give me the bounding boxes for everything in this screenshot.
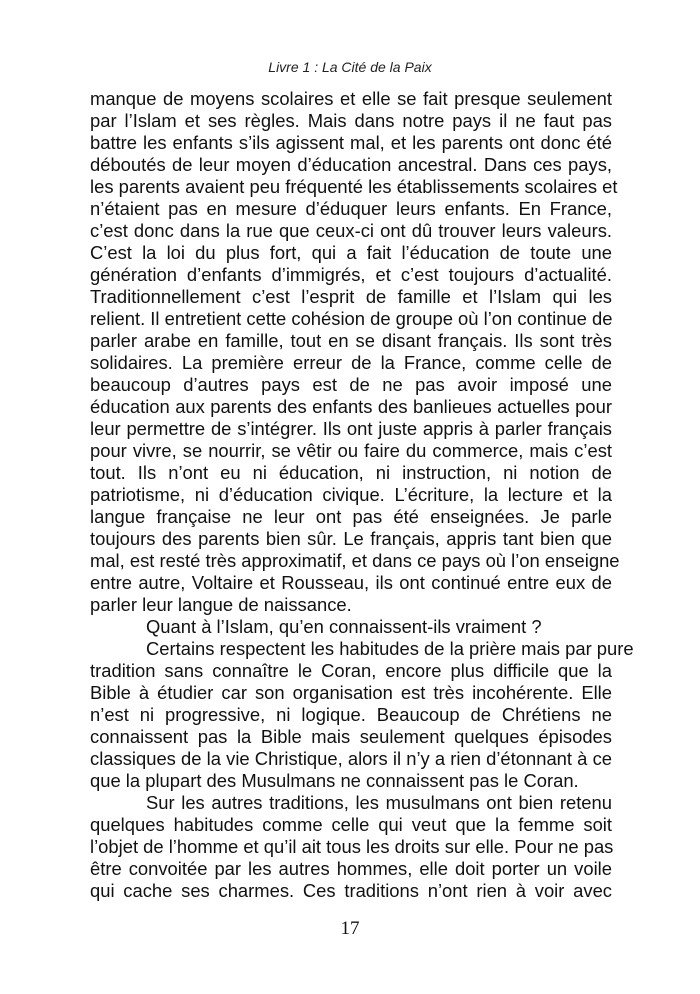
- text-line: quelques habitudes comme celle qui veut que la femme soit: [90, 814, 612, 835]
- text-line: manque de moyens scolaires et elle se fait presque seulement: [90, 88, 612, 109]
- text-line: parler leur langue de naissance.: [90, 594, 352, 615]
- text-line: éducation aux parents des enfants des banlieues actuelles pour: [90, 396, 612, 417]
- text-line: n’est ni progressive, ni logique. Beaucoup de Chrétiens ne: [90, 704, 612, 725]
- text-line: l’objet de l’homme et qu’il ait tous les droits sur elle. Pour ne pas: [90, 836, 614, 857]
- running-header: Livre 1 : La Cité de la Paix: [268, 59, 432, 75]
- text-line: Certains respectent les habitudes de la prière mais par pure: [146, 638, 634, 659]
- text-line: leur permettre de s’intégrer. Ils ont juste appris à parler français: [90, 418, 612, 439]
- text-line: génération d’enfants d’immigrés, et c’est toujours d’actualité.: [90, 264, 612, 285]
- text-line: que la plupart des Musulmans ne connaissent pas le Coran.: [90, 770, 579, 791]
- text-line: battre les enfants s’ils agissent mal, et les parents ont donc été: [90, 132, 612, 153]
- text-line: beaucoup d’autres pays est de ne pas avoir imposé une: [90, 374, 612, 395]
- text-line: toujours des parents bien sûr. Le français, appris tant bien que: [90, 528, 612, 549]
- text-line: pour vivre, se nourrir, se vêtir ou faire du commerce, mais c’est: [90, 440, 612, 461]
- text-line: qui cache ses charmes. Ces traditions n’ont rien à voir avec: [90, 880, 612, 901]
- text-line: tout. Ils n’ont eu ni éducation, ni instruction, ni notion de: [90, 462, 612, 483]
- text-line: tradition sans connaître le Coran, encore plus difficile que la: [90, 660, 612, 681]
- text-line: mal, est resté très approximatif, et dans ce pays où l’on enseigne: [90, 550, 620, 571]
- text-line: les parents avaient peu fréquenté les établissements scolaires et: [90, 176, 618, 197]
- text-line: C’est la loi du plus fort, qui a fait l’éducation de toute une: [90, 242, 612, 263]
- body-text: [90, 88, 634, 902]
- paragraph: [90, 792, 612, 902]
- paragraph: [90, 616, 612, 638]
- text-line: Traditionnellement c’est l’esprit de famille et l’Islam qui les: [90, 286, 612, 307]
- text-line: relient. Il entretient cette cohésion de groupe où l’on continue de: [90, 308, 613, 329]
- text-line: langue française ne leur ont pas été enseignées. Je parle: [90, 506, 612, 527]
- text-line: être convoitée par les autres hommes, elle doit porter un voile: [90, 858, 612, 879]
- text-line: parler arabe en famille, tout en se disant français. Ils sont très: [90, 330, 612, 351]
- text-line: déboutés de leur moyen d’éducation ancestral. Dans ces pays,: [90, 154, 612, 175]
- text-line: c’est donc dans la rue que ceux-ci ont dû trouver leurs valeurs.: [90, 220, 612, 241]
- text-line: n’étaient pas en mesure d’éduquer leurs enfants. En France,: [90, 198, 612, 219]
- text-line: Bible à étudier car son organisation est très incohérente. Elle: [90, 682, 612, 703]
- paragraph: [90, 638, 634, 792]
- text-line: Quant à l’Islam, qu’en connaissent-ils vraiment ?: [146, 616, 542, 637]
- text-line: connaissent pas la Bible mais seulement quelques épisodes: [90, 726, 612, 747]
- text-line: classiques de la vie Christique, alors il n’y a rien d’étonnant à ce: [90, 748, 612, 769]
- text-line: Sur les autres traditions, les musulmans ont bien retenu: [146, 792, 612, 813]
- text-line: solidaires. La première erreur de la France, comme celle de: [90, 352, 612, 373]
- paragraph: [90, 88, 620, 616]
- text-line: patriotisme, ni d’éducation civique. L’écriture, la lecture et la: [90, 484, 612, 505]
- page-number: 17: [340, 918, 360, 939]
- text-line: entre autre, Voltaire et Rousseau, ils ont continué entre eux de: [90, 572, 612, 593]
- text-line: par l’Islam et ses règles. Mais dans notre pays il ne faut pas: [90, 110, 612, 131]
